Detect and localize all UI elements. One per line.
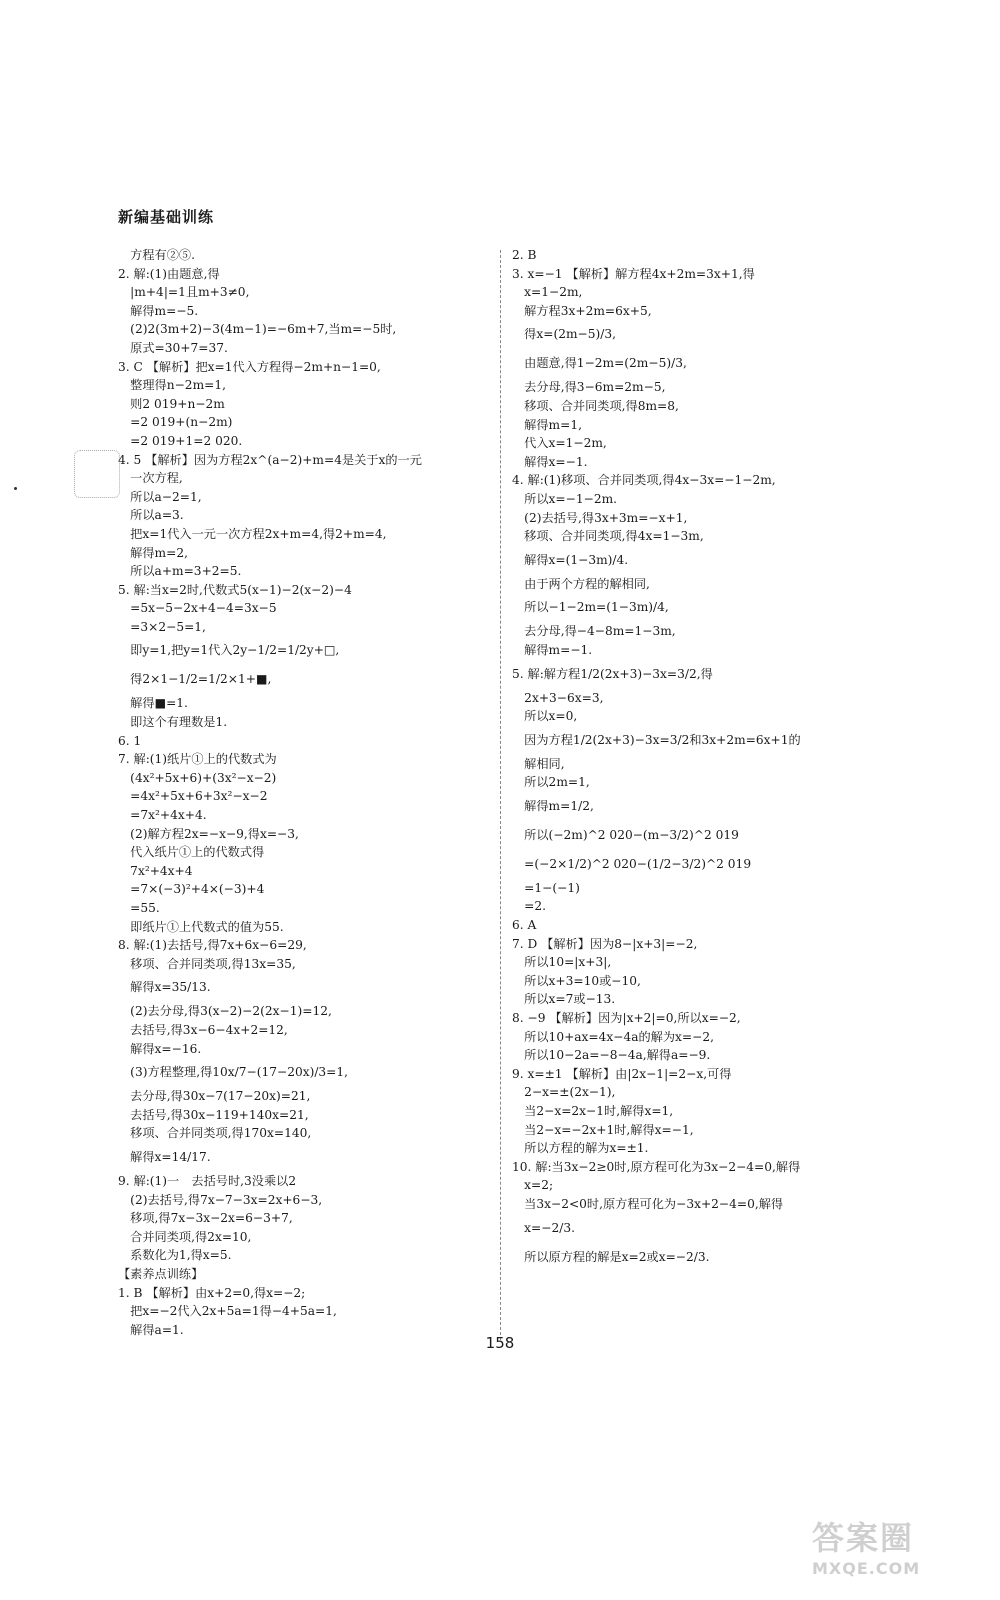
text-line: 移项、合并同类项,得4x=1−3m, <box>512 529 704 544</box>
text-line: 原式=30+7=37. <box>118 340 228 355</box>
watermark-cn: 答案圈 <box>812 1519 915 1557</box>
text-line: 解得x=(1−3m)/4. <box>512 552 629 567</box>
text-line: 所以原方程的解是x=2或x=−2/3. <box>512 1249 710 1264</box>
text-line: 5. 解:当x=2时,代数式5(x−1)−2(x−2)−4 <box>118 582 352 597</box>
text-line: 所以10+ax=4x−4a的解为x=−2, <box>512 1029 714 1044</box>
text-line: =1−(−1) <box>512 880 580 895</box>
text-line: 得2×1−1/2=1/2×1+■, <box>118 672 272 687</box>
text-line: 当3x−2<0时,原方程可化为−3x+2−4=0,解得 <box>512 1196 784 1211</box>
text-line: (2)2(3m+2)−3(4m−1)=−6m+7,当m=−5时, <box>118 322 397 337</box>
text-line: 9. 解:(1)一 去括号时,3没乘以2 <box>118 1173 297 1188</box>
text-line: 移项、合并同类项,得8m=8, <box>512 398 679 413</box>
text-line: 8. 解:(1)去括号,得7x+6x−6=29, <box>118 938 307 953</box>
text-line: 得x=(2m−5)/3, <box>512 327 616 342</box>
text-line: 所以(−2m)^2 020−(m−3/2)^2 019 <box>512 827 739 842</box>
text-line: =(−2×1/2)^2 020−(1/2−3/2)^2 019 <box>512 856 752 871</box>
text-line: 9. x=±1 【解析】由|2x−1|=2−x,可得 <box>512 1066 732 1081</box>
text-line: 合并同类项,得2x=10, <box>118 1229 252 1244</box>
text-line: 【素养点训练】 <box>118 1266 204 1281</box>
text-line: 去分母,得30x−7(17−20x)=21, <box>118 1089 311 1104</box>
text-line: (2)去括号,得7x−7−3x=2x+6−3, <box>118 1192 323 1207</box>
text-line: 7x²+4x+4 <box>118 863 193 878</box>
text-line: 所以2m=1, <box>512 775 590 790</box>
text-line: 把x=−2代入2x+5a=1得−4+5a=1, <box>118 1304 337 1319</box>
text-line: 所以x+3=10或−10, <box>512 973 641 988</box>
text-line: 所以a+m=3+2=5. <box>118 564 242 579</box>
text-line: (4x²+5x+6)+(3x²−x−2) <box>118 770 277 785</box>
text-line: 7. D 【解析】因为8−|x+3|=−2, <box>512 936 698 951</box>
watermark-en: MXQE.COM <box>812 1559 921 1578</box>
text-line: 则2 019+n−2m <box>118 396 225 411</box>
text-line: =2. <box>512 899 547 914</box>
text-line: 所以方程的解为x=±1. <box>512 1141 649 1156</box>
stamp-image <box>74 450 120 498</box>
text-line: 去括号,得30x−119+140x=21, <box>118 1107 309 1122</box>
text-line: 所以x=7或−13. <box>512 992 616 1007</box>
text-line: 所以−1−2m=(1−3m)/4, <box>512 600 669 615</box>
right-column <box>512 246 887 1272</box>
text-line: 4. 解:(1)移项、合并同类项,得4x−3x=−1−2m, <box>512 473 776 488</box>
text-line: 移项,得7x−3x−2x=6−3+7, <box>118 1211 293 1226</box>
text-line: 解得m=−1. <box>512 642 593 657</box>
text-line: x=2; <box>512 1178 554 1193</box>
text-line: 移项、合并同类项,得13x=35, <box>118 956 296 971</box>
watermark <box>812 1518 972 1588</box>
margin-dot <box>14 487 17 490</box>
text-line: 所以10=|x+3|, <box>512 955 612 970</box>
text-line: 方程有②⑤. <box>118 248 195 262</box>
column-divider <box>500 250 501 1340</box>
text-line: 2−x=±(2x−1), <box>512 1085 616 1100</box>
text-line: 由于两个方程的解相同, <box>512 576 650 591</box>
text-line: 把x=1代入一元一次方程2x+m=4,得2+m=4, <box>118 526 387 541</box>
text-line: 5. 解:解方程1/2(2x+3)−3x=3/2,得 <box>512 666 713 681</box>
text-line: 解得x=14/17. <box>118 1149 211 1164</box>
text-line: 解得m=2, <box>118 545 188 560</box>
text-line: (2)去分母,得3(x−2)−2(2x−1)=12, <box>118 1004 332 1019</box>
text-line: 所以x=−1−2m. <box>512 491 618 506</box>
text-line: 解得■=1. <box>118 696 188 711</box>
text-line: (3)方程整理,得10x/7−(17−20x)/3=1, <box>118 1065 349 1080</box>
text-line: 解得x=35/13. <box>118 980 211 995</box>
text-line: 解方程3x+2m=6x+5, <box>512 303 652 318</box>
text-line: 6. 1 <box>118 733 142 748</box>
text-line: x=−2/3. <box>512 1220 575 1235</box>
text-line: 解得a=1. <box>118 1322 184 1337</box>
text-line: 6. A <box>512 918 537 933</box>
text-line: 去分母,得3−6m=2m−5, <box>512 380 666 395</box>
text-line: 整理得n−2m=1, <box>118 378 226 393</box>
text-line: |m+4|=1且m+3≠0, <box>118 285 250 300</box>
text-line: 代入x=1−2m, <box>512 436 607 451</box>
text-line: 2x+3−6x=3, <box>512 690 604 705</box>
text-line: 移项、合并同类项,得170x=140, <box>118 1126 312 1141</box>
text-line: 代入纸片①上的代数式得 <box>118 845 265 860</box>
text-line: 当2−x=−2x+1时,解得x=−1, <box>512 1122 694 1137</box>
text-line: 解得x=−16. <box>118 1041 202 1056</box>
text-line: =7x²+4x+4. <box>118 808 207 823</box>
page-header: 新编基础训练 <box>118 208 215 226</box>
text-line: 4. 5 【解析】因为方程2x^(a−2)+m=4是关于x的一元 <box>118 452 422 467</box>
text-line: =5x−5−2x+4−4=3x−5 <box>118 601 277 616</box>
text-line: 解相同, <box>512 756 565 771</box>
text-line: (2)解方程2x=−x−9,得x=−3, <box>118 826 299 841</box>
text-line: 由题意,得1−2m=(2m−5)/3, <box>512 356 687 371</box>
text-line: x=1−2m, <box>512 285 583 300</box>
text-line: 一次方程, <box>118 471 183 486</box>
text-line: 3. C 【解析】把x=1代入方程得−2m+n−1=0, <box>118 359 381 374</box>
text-line: 解得x=−1. <box>512 454 588 469</box>
text-line: =2 019+(n−2m) <box>118 415 233 430</box>
text-line: 即y=1,把y=1代入2y−1/2=1/2y+□, <box>118 643 340 658</box>
text-line: (2)去括号,得3x+3m=−x+1, <box>512 510 688 525</box>
text-line: 所以a−2=1, <box>118 489 202 504</box>
text-line: =7×(−3)²+4×(−3)+4 <box>118 882 265 897</box>
text-line: 去括号,得3x−6−4x+2=12, <box>118 1022 288 1037</box>
text-line: 所以x=0, <box>512 709 578 724</box>
text-line: =55. <box>118 901 160 915</box>
text-line: 解得m=1, <box>512 417 582 432</box>
page-number: 158 <box>485 1334 515 1352</box>
text-line: 系数化为1,得x=5. <box>118 1248 232 1263</box>
text-line: 2. B <box>512 248 537 262</box>
text-line: 去分母,得−4−8m=1−3m, <box>512 624 676 639</box>
text-line: 所以a=3. <box>118 508 184 523</box>
text-line: =2 019+1=2 020. <box>118 433 243 448</box>
text-line: 解得m=1/2, <box>512 798 594 813</box>
text-line: 所以10−2a=−8−4a,解得a=−9. <box>512 1048 711 1063</box>
text-line: 2. 解:(1)由题意,得 <box>118 266 220 281</box>
left-column <box>118 246 490 1339</box>
text-line: 1. B 【解析】由x+2=0,得x=−2; <box>118 1285 306 1300</box>
text-line: 10. 解:当3x−2≥0时,原方程可化为3x−2−4=0,解得 <box>512 1159 801 1174</box>
text-line: 7. 解:(1)纸片①上的代数式为 <box>118 752 277 767</box>
text-line: 即这个有理数是1. <box>118 715 228 730</box>
text-line: 当2−x=2x−1时,解得x=1, <box>512 1104 674 1118</box>
text-line: 即纸片①上代数式的值为55. <box>118 919 284 934</box>
text-line: 因为方程1/2(2x+3)−3x=3/2和3x+2m=6x+1的 <box>512 732 801 747</box>
text-line: 解得m=−5. <box>118 303 199 318</box>
text-line: 8. −9 【解析】因为|x+2|=0,所以x=−2, <box>512 1011 741 1026</box>
text-line: 3. x=−1 【解析】解方程4x+2m=3x+1,得 <box>512 266 755 281</box>
text-line: =4x²+5x+6+3x²−x−2 <box>118 789 268 804</box>
text-line: =3×2−5=1, <box>118 619 206 634</box>
